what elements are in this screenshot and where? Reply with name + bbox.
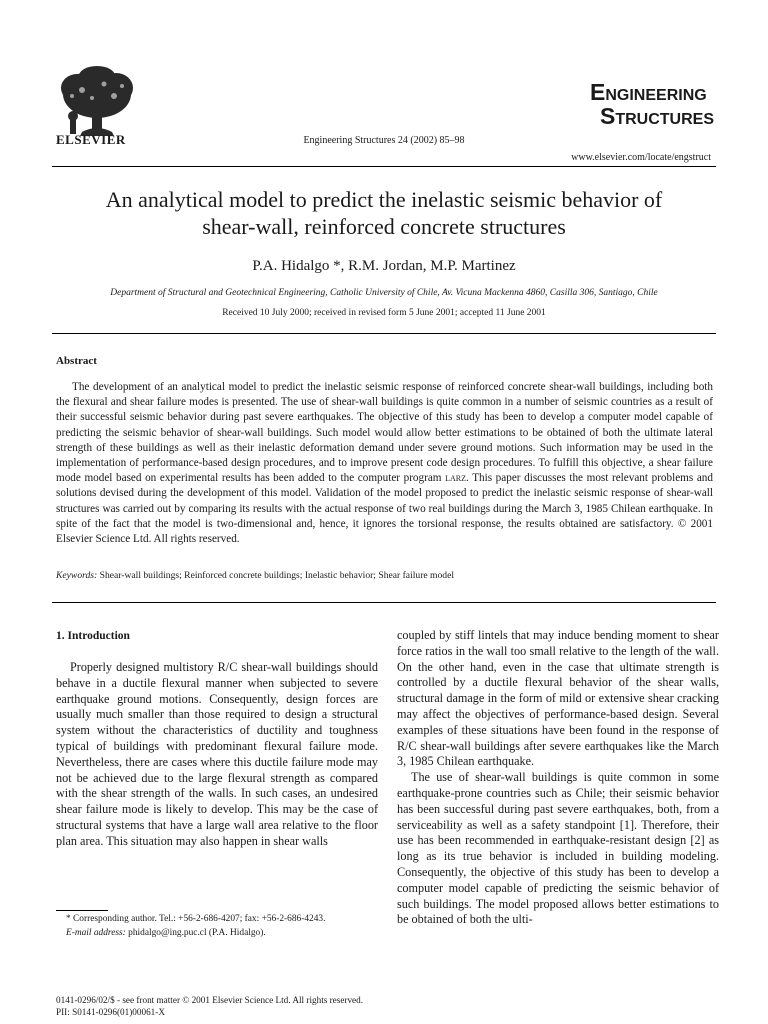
pii-line: PII: S0141-0296(01)00061-X xyxy=(56,1007,165,1017)
abstract-text-part1: The development of an analytical model to predict the inelastic seismic response of reinforced concrete shear-wall buildings, including both the flexural and shear failure modes is presented. The use of shear-wall buildings is quite common in a number of seismic countries as a result of their successful seismic behavior during past severe earthquakes. The objective of this study has been to develop a computer model capable of predicting the seismic behavior of shear-wall buildings. Such model would allow better estimations to be obtained of both the ultimate lateral strength of these buildings as well as their inelastic deformation demand under severe ground motions. Such information may be used in the implementation of performance-based design procedures, and to improve present code design procedures. To fulfill this objective, a shear failure mode model based on experimental results has been added to the computer program xyxy=(56,381,713,485)
keywords-label: Keywords: xyxy=(56,570,98,581)
corresponding-author-footnote xyxy=(56,912,378,940)
journal-logo xyxy=(590,79,715,130)
publisher-name: ELSEVIER xyxy=(56,132,126,147)
footnote-divider xyxy=(56,910,108,911)
journal-logo-cap1: E xyxy=(590,79,606,105)
journal-logo-rest1: NGINEERING xyxy=(605,87,707,104)
intro-paragraph-continued: coupled by stiff lintels that may induce bending moment to shear force ratios in the wall too small relative to the length of the wall. On the other hand, even in the case that ultimate strength is controlled by a ductile flexural behavior of the shear walls, structural damage in the form of mild or extensive shear cracking may affect the objectives of performance-based design. Several examples of these situations have been found in the response of R/C shear-wall buildings after severe earthquakes like the March 3, 1985 Chilean earthquake. xyxy=(397,628,719,769)
intro-paragraph-2: The use of shear-wall buildings is quite common in some earthquake-prone countries such as Chile; their seismic behavior has been successful during past severe earthquakes, both, from a serviceability as well as a safety standpoint [1]. Therefore, their use has been recommended in earthquake-resistant design [2] as long as its true behavior is included in building modeling. Consequently, the objective of this study has been to develop a computer model capable of predicting the seismic behavior of such buildings. The model proposed allows better estimations to be obtained of both the ulti- xyxy=(397,770,719,927)
title-divider xyxy=(52,333,716,334)
journal-logo-line2 xyxy=(590,103,715,130)
title-line-1: An analytical model to predict the inelastic seismic behavior of xyxy=(105,187,663,212)
title-line-2: shear-wall, reinforced concrete structures xyxy=(202,214,566,239)
footnote-contact: * Corresponding author. Tel.: +56-2-686-4207; fax: +56-2-686-4243. xyxy=(66,914,326,924)
journal-logo-rest2: TRUCTURES xyxy=(615,111,715,128)
abstract-heading: Abstract xyxy=(56,355,97,367)
affiliation: Department of Structural and Geotechnical Engineering, Catholic University of Chile, Av. Vicuna Mackenna 4860, Casilla 306, Santiago, Chile xyxy=(110,288,658,298)
author-list: P.A. Hidalgo *, R.M. Jordan, M.P. Martinez xyxy=(252,258,516,274)
journal-citation: Engineering Structures 24 (2002) 85–98 xyxy=(303,135,465,146)
right-column xyxy=(397,628,719,928)
page-footer xyxy=(56,994,363,1018)
abstract-text xyxy=(56,380,713,547)
issn-line: 0141-0296/02/$ - see front matter © 2001 Elsevier Science Ltd. All rights reserved. xyxy=(56,995,364,1005)
journal-url-link[interactable]: www.elsevier.com/locate/engstruct xyxy=(571,152,711,163)
received-dates: Received 10 July 2000; received in revised form 5 June 2001; accepted 11 June 2001 xyxy=(222,308,546,318)
program-name: larz xyxy=(445,472,466,485)
email-label: E-mail address: xyxy=(66,928,126,938)
keywords-list: Shear-wall buildings; Reinforced concrete buildings; Inelastic behavior; Shear failure model xyxy=(99,570,455,581)
section-heading-introduction: 1. Introduction xyxy=(56,630,130,642)
intro-paragraph-1: Properly designed multistory R/C shear-wall buildings should behave in a ductile flexural manner when subjected to severe earthquake ground motions. Consequently, design forces are usually much smaller than those required to design a structural system without the characteristics of ductility and toughness typical of buildings with predominant flexural failure mode. Nevertheless, there are cases where this ductile failure mode may not be achieved due to the large flexural strength as compared with the shear strength of the walls. In such cases, an undesired shear failure mode is likely to develop. This may be the case of structural systems that have a large wall area relative to the floor plan area. This situation may also happen in shear walls xyxy=(56,660,378,848)
journal-logo-cap2: S xyxy=(600,103,616,129)
abstract-divider xyxy=(52,602,716,603)
article-title xyxy=(40,186,728,240)
email-address[interactable]: phidalgo@ing.puc.cl (P.A. Hidalgo). xyxy=(128,928,266,938)
left-column xyxy=(56,660,378,850)
abstract-text-part2: . This paper discusses the most relevant problems and solutions devised during the development of this model. Validation of the model proposed to predict the inelastic seismic response of shear-wall structures was carried out by comparing its results with the actual response of two real buildings during the March 3, 1985 Chilean earthquake. In spite of the fact that the model is two-dimensional and, hence, it ignores the torsional response, the results obtained are satisfactory. © 2001 Elsevier Science Ltd. All rights reserved. xyxy=(56,472,713,546)
header-divider xyxy=(52,166,716,167)
keywords xyxy=(56,570,716,581)
